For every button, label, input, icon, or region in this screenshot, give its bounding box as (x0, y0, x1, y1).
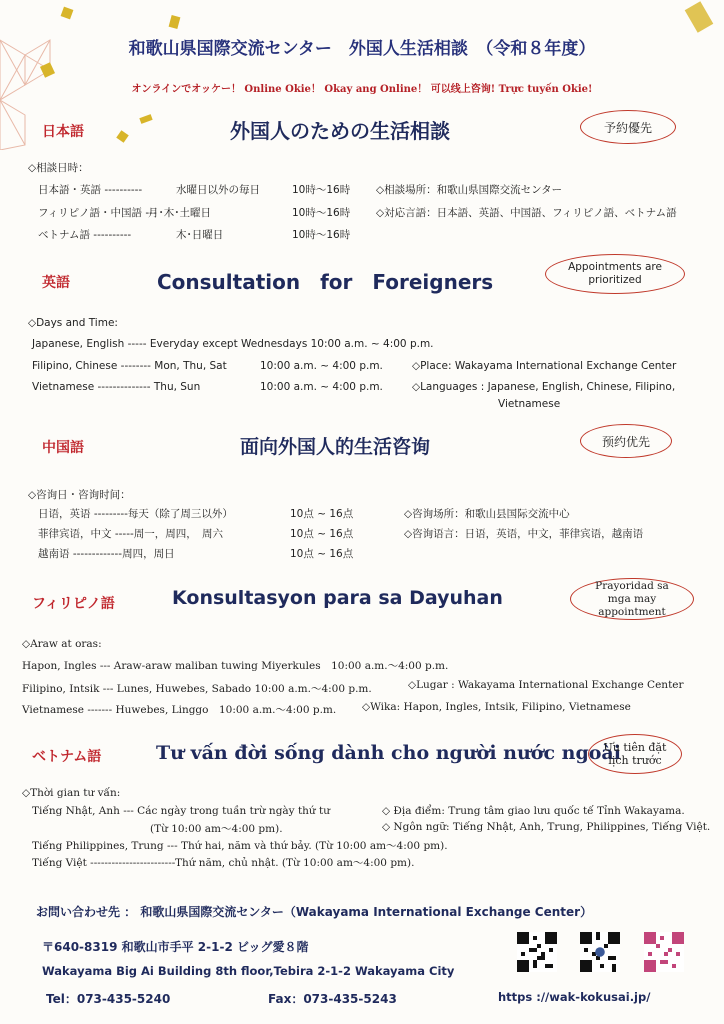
website-link[interactable]: https ://wak-kokusai.jp/ (498, 990, 651, 1004)
row-1: Hapon, Ingles --- Araw-araw maliban tuwing Miyerkules 10:00 a.m.～4:00 p.m. (22, 660, 449, 672)
row-3: Tiếng Việt ------------------------Thứ năm, chủ nhật. (Từ 10:00 am～4:00 pm). (32, 857, 415, 869)
row-2: Filipino, Intsik --- Lunes, Huwebes, Sabado 10:00 a.m.～4:00 p.m. (22, 683, 372, 695)
languages-vietnamese: ◇ Ngôn ngữ: Tiếng Nhật, Anh, Trung, Philippines, Tiếng Việt. (382, 821, 711, 833)
row-2-time: 10:00 a.m. ~ 4:00 p.m. (260, 360, 383, 372)
gold-confetti (685, 1, 714, 33)
row-1: Japanese, English ----- Everyday except Wednesdays 10:00 a.m. ~ 4:00 p.m. (32, 338, 434, 350)
time-label-chinese: ◇咨询日・咨询时间： (28, 489, 131, 501)
time-label-japanese: ◇相談日時： (28, 162, 89, 174)
badge-vietnamese: Ưu tiên đặt lịch trước (588, 734, 682, 774)
row-time: 10点 ~ 16点 (290, 548, 354, 560)
section-lang-english: 英語 (42, 275, 70, 291)
section-lang-filipino: フィリピノ語 (32, 596, 115, 612)
row-days: 水曜日以外の毎日 (176, 184, 260, 196)
row-lang: フィリピノ語・中国語 --- (38, 207, 157, 219)
row-lang: 越南语 -------------周四，周日 (38, 548, 175, 560)
time-label-vietnamese: ◇Thời gian tư vấn: (22, 787, 121, 799)
qr-code-instagram[interactable] (644, 932, 684, 972)
row-2: Tiếng Philippines, Trung --- Thứ hai, năm và thứ bảy. (Từ 10:00 am～4:00 pm). (32, 840, 448, 852)
row-1: Tiếng Nhật, Anh --- Các ngày trong tuần trừ ngày thứ tư (32, 805, 331, 817)
row-2-lang: Filipino, Chinese -------- Mon, Thu, Sat (32, 360, 227, 372)
badge-chinese: 预约优先 (580, 424, 672, 458)
row-lang: 日本語・英語 ---------- (38, 184, 143, 196)
row-3: Vietnamese ------- Huwebes, Linggo 10:00 a.m.～4:00 p.m. (22, 704, 337, 716)
languages-english-cont: Vietnamese (498, 398, 561, 410)
badge-filipino: Prayoridad sa mga may appointment (570, 578, 694, 620)
languages-filipino: ◇Wika: Hapon, Ingles, Intsik, Filipino, Vietnamese (362, 701, 631, 713)
section-title-filipino: Konsultasyon para sa Dayuhan (172, 587, 503, 609)
address-jp: 〒640-8319 和歌山市手平 2-1-2 ビッグ愛８階 (42, 940, 309, 954)
row-1-time: (Từ 10:00 am～4:00 pm). (150, 823, 283, 835)
badge-japanese: 予約優先 (580, 110, 676, 144)
badge-english: Appointments are prioritized (545, 254, 685, 294)
row-days: 月･木･土曜日 (148, 207, 211, 219)
page-title: 和歌山県国際交流センター 外国人生活相談 （令和８年度） (128, 39, 596, 59)
place-filipino: ◇Lugar : Wakayama International Exchange Center (408, 679, 684, 691)
place-japanese: ◇相談場所：和歌山県国際交流センター (376, 184, 563, 196)
online-banner: オンラインでオッケー！ Online Okie！ Okay ang Online！ 可以线上咨询! Trực tuyến Okie! (131, 84, 593, 95)
section-title-chinese: 面向外国人的生活咨询 (240, 436, 431, 458)
time-label-english: ◇Days and Time: (28, 317, 118, 329)
row-3-time: 10:00 a.m. ~ 4:00 p.m. (260, 381, 383, 393)
row-time: 10点 ~ 16点 (290, 528, 354, 540)
row-days: 木･日曜日 (176, 229, 224, 241)
languages-chinese: ◇咨询语言：日语，英语，中文，菲律宾语，越南语 (404, 528, 644, 540)
row-lang: 菲律宾语，中文 -----周一，周四， 周六 (38, 528, 224, 540)
row-lang: ベトナム語 ---------- (38, 229, 132, 241)
row-time: 10点 ~ 16点 (290, 508, 354, 520)
gold-confetti (116, 130, 129, 143)
languages-japanese: ◇対応言語：日本語、英語、中国語、フィリピノ語、ベトナム語 (376, 207, 677, 219)
qr-code-website[interactable] (517, 932, 557, 972)
row-time: 10時～16時 (292, 229, 351, 241)
row-3-lang: Vietnamese -------------- Thu, Sun (32, 381, 201, 393)
address-en: Wakayama Big Ai Building 8th floor,Tebira 2-1-2 Wakayama City (42, 964, 455, 978)
tel: Tel：073-435-5240 (46, 992, 171, 1006)
time-label-filipino: ◇Araw at oras: (22, 638, 102, 650)
section-title-english: Consultation for Foreigners (157, 270, 494, 294)
section-lang-chinese: 中国語 (42, 440, 84, 456)
place-vietnamese: ◇ Địa điểm: Trung tâm giao lưu quốc tế Tỉnh Wakayama. (382, 805, 685, 817)
section-lang-japanese: 日本語 (42, 124, 84, 140)
gold-confetti (61, 7, 74, 20)
section-lang-vietnamese: ベトナム語 (32, 749, 102, 765)
row-time: 10時～16時 (292, 207, 351, 219)
section-title-japanese: 外国人のための生活相談 (230, 119, 450, 143)
qr-code-facebook[interactable] (580, 932, 620, 972)
row-time: 10時～16時 (292, 184, 351, 196)
section-title-vietnamese: Tư vấn đời sống dành cho người nước ngoài (156, 742, 621, 764)
inquiry-line: お問い合わせ先 ： 和歌山県国際交流センター（Wakayama International Exchange Center） (36, 905, 593, 919)
gold-confetti (169, 15, 181, 29)
gold-confetti (139, 114, 152, 124)
fax: Fax：073-435-5243 (268, 992, 397, 1006)
languages-english: ◇Languages : Japanese, English, Chinese, Filipino, (412, 381, 676, 393)
row-lang: 日语，英语 ---------每天（除了周三以外） (38, 508, 233, 520)
place-chinese: ◇咨询场所：和歌山县国际交流中心 (404, 508, 570, 520)
place-english: ◇Place: Wakayama International Exchange Center (412, 360, 677, 372)
